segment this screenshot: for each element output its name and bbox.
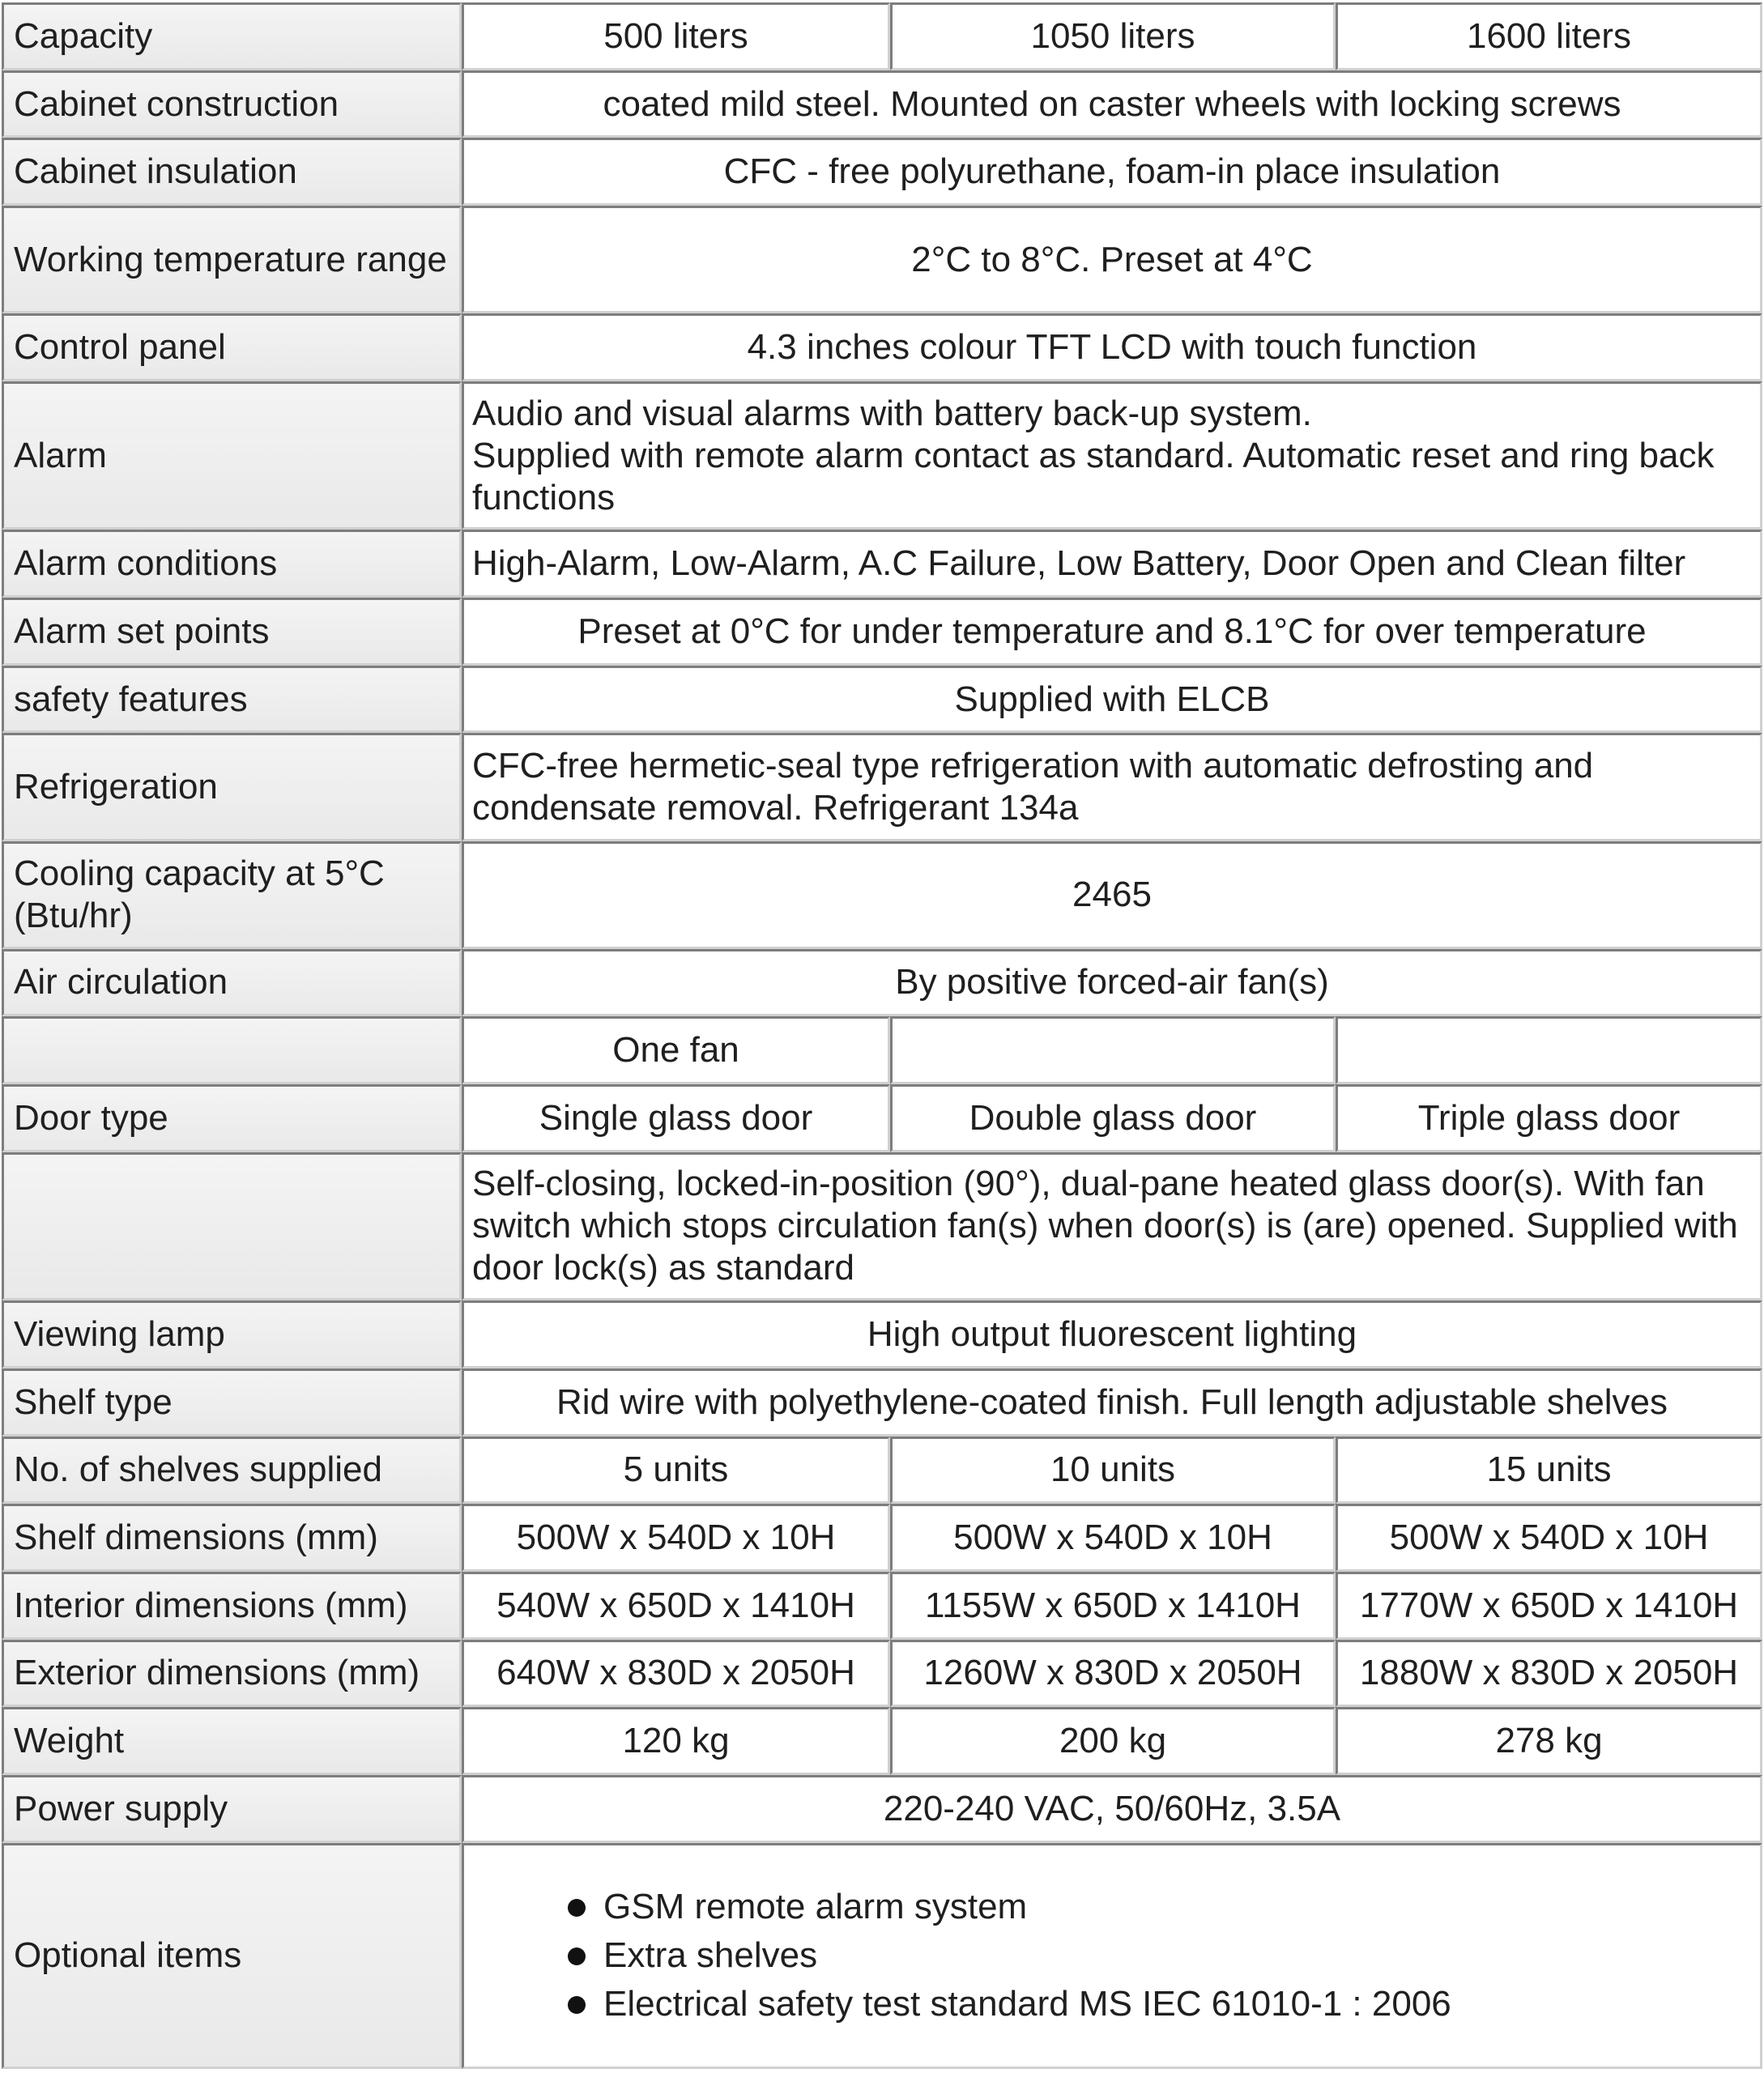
value-cell: Self-closing, locked-in-position (90°), dual-pane heated glass door(s). With fan switch which stops circulation fan(s) when door(s) is (are) opened. Supplied with door lock(s) as standard xyxy=(462,1152,1762,1301)
value-cell xyxy=(462,381,1762,530)
row-label: Cabinet insulation xyxy=(2,138,462,206)
value-cell xyxy=(1336,1016,1762,1084)
value-cell: 500W x 540D x 10H xyxy=(890,1504,1336,1572)
value-cell xyxy=(462,1843,1762,2069)
table-row xyxy=(2,1300,1762,1369)
row-label: Capacity xyxy=(2,2,462,70)
row-label: Interior dimensions (mm) xyxy=(2,1572,462,1640)
list-item-text: Extra shelves xyxy=(603,1935,818,1976)
value-cell: 200 kg xyxy=(890,1707,1336,1775)
value-cell: Double glass door xyxy=(890,1084,1336,1152)
row-label: Working temperature range xyxy=(2,206,462,313)
value-cell: 1050 liters xyxy=(890,2,1336,70)
table-row xyxy=(2,1437,1762,1505)
row-label: Alarm xyxy=(2,381,462,530)
list-item xyxy=(561,1883,1752,1931)
table-row xyxy=(2,206,1762,313)
alarm-line: Supplied with remote alarm contact as standard. Automatic reset and ring back functions xyxy=(472,435,1715,517)
value-cell: Supplied with ELCB xyxy=(462,666,1762,734)
table-row xyxy=(2,70,1762,138)
value-cell: By positive forced-air fan(s) xyxy=(462,949,1762,1017)
table-row xyxy=(2,530,1762,598)
row-label: Weight xyxy=(2,1707,462,1775)
value-cell: 500 liters xyxy=(462,2,890,70)
table-row xyxy=(2,598,1762,666)
table-row xyxy=(2,949,1762,1017)
table-row xyxy=(2,1369,1762,1437)
value-cell: coated mild steel. Mounted on caster wheels with locking screws xyxy=(462,70,1762,138)
value-cell: 540W x 650D x 1410H xyxy=(462,1572,890,1640)
value-cell: Preset at 0°C for under temperature and 8.1°C for over temperature xyxy=(462,598,1762,666)
row-label xyxy=(2,1152,462,1301)
list-item-text: Electrical safety test standard MS IEC 61010-1 : 2006 xyxy=(603,1984,1451,2024)
row-label: Shelf dimensions (mm) xyxy=(2,1504,462,1572)
value-cell: High output fluorescent lighting xyxy=(462,1300,1762,1369)
row-label: Optional items xyxy=(2,1843,462,2069)
table-row xyxy=(2,1016,1762,1084)
value-cell: 10 units xyxy=(890,1437,1336,1505)
table-row xyxy=(2,1640,1762,1708)
value-cell: 1155W x 650D x 1410H xyxy=(890,1572,1336,1640)
bullet-icon xyxy=(568,1899,586,1917)
table-row xyxy=(2,1084,1762,1152)
table-row xyxy=(2,2,1762,70)
value-cell: 500W x 540D x 10H xyxy=(1336,1504,1762,1572)
row-label: Refrigeration xyxy=(2,733,462,841)
value-cell: Triple glass door xyxy=(1336,1084,1762,1152)
value-cell: High-Alarm, Low-Alarm, A.C Failure, Low Battery, Door Open and Clean filter xyxy=(462,530,1762,598)
table-row xyxy=(2,381,1762,530)
table-row xyxy=(2,1152,1762,1301)
value-cell: 15 units xyxy=(1336,1437,1762,1505)
row-label: Cabinet construction xyxy=(2,70,462,138)
row-label: Door type xyxy=(2,1084,462,1152)
bullet-icon xyxy=(568,1947,586,1965)
table-row xyxy=(2,1504,1762,1572)
table-row xyxy=(2,1707,1762,1775)
specification-table xyxy=(2,2,1762,2069)
value-cell: 4.3 inches colour TFT LCD with touch function xyxy=(462,313,1762,381)
value-cell: 5 units xyxy=(462,1437,890,1505)
value-cell: CFC - free polyurethane, foam-in place insulation xyxy=(462,138,1762,206)
row-label: Control panel xyxy=(2,313,462,381)
value-cell: 640W x 830D x 2050H xyxy=(462,1640,890,1708)
value-cell: Rid wire with polyethylene-coated finish. Full length adjustable shelves xyxy=(462,1369,1762,1437)
value-cell: 1770W x 650D x 1410H xyxy=(1336,1572,1762,1640)
value-cell: 1880W x 830D x 2050H xyxy=(1336,1640,1762,1708)
value-cell xyxy=(890,1016,1336,1084)
table-row xyxy=(2,1572,1762,1640)
value-cell: 278 kg xyxy=(1336,1707,1762,1775)
value-cell: 220-240 VAC, 50/60Hz, 3.5A xyxy=(462,1775,1762,1843)
value-cell: 1260W x 830D x 2050H xyxy=(890,1640,1336,1708)
row-label: Shelf type xyxy=(2,1369,462,1437)
row-label: Exterior dimensions (mm) xyxy=(2,1640,462,1708)
value-cell: 1600 liters xyxy=(1336,2,1762,70)
value-cell: 2465 xyxy=(462,841,1762,949)
table-row xyxy=(2,733,1762,841)
row-label: safety features xyxy=(2,666,462,734)
value-cell: 120 kg xyxy=(462,1707,890,1775)
row-label: Viewing lamp xyxy=(2,1300,462,1369)
row-label: Alarm set points xyxy=(2,598,462,666)
value-cell: Single glass door xyxy=(462,1084,890,1152)
row-label: Power supply xyxy=(2,1775,462,1843)
table-row xyxy=(2,1843,1762,2069)
value-cell: One fan xyxy=(462,1016,890,1084)
value-cell: CFC-free hermetic-seal type refrigeration with automatic defrosting and condensate removal. Refrigerant 134a xyxy=(462,733,1762,841)
row-label: Alarm conditions xyxy=(2,530,462,598)
row-label: Cooling capacity at 5°C (Btu/hr) xyxy=(2,841,462,949)
list-item xyxy=(561,1931,1752,1980)
alarm-line: Audio and visual alarms with battery back-up system. xyxy=(472,393,1312,433)
list-item-text: GSM remote alarm system xyxy=(603,1887,1028,1927)
row-label: No. of shelves supplied xyxy=(2,1437,462,1505)
table-row xyxy=(2,1775,1762,1843)
row-label xyxy=(2,1016,462,1084)
bullet-icon xyxy=(568,1996,586,2014)
value-cell: 500W x 540D x 10H xyxy=(462,1504,890,1572)
value-cell: 2°C to 8°C. Preset at 4°C xyxy=(462,206,1762,313)
optional-items-list xyxy=(472,1883,1752,2028)
table-row xyxy=(2,138,1762,206)
table-row xyxy=(2,666,1762,734)
row-label: Air circulation xyxy=(2,949,462,1017)
list-item xyxy=(561,1980,1752,2028)
table-row xyxy=(2,313,1762,381)
table-row xyxy=(2,841,1762,949)
